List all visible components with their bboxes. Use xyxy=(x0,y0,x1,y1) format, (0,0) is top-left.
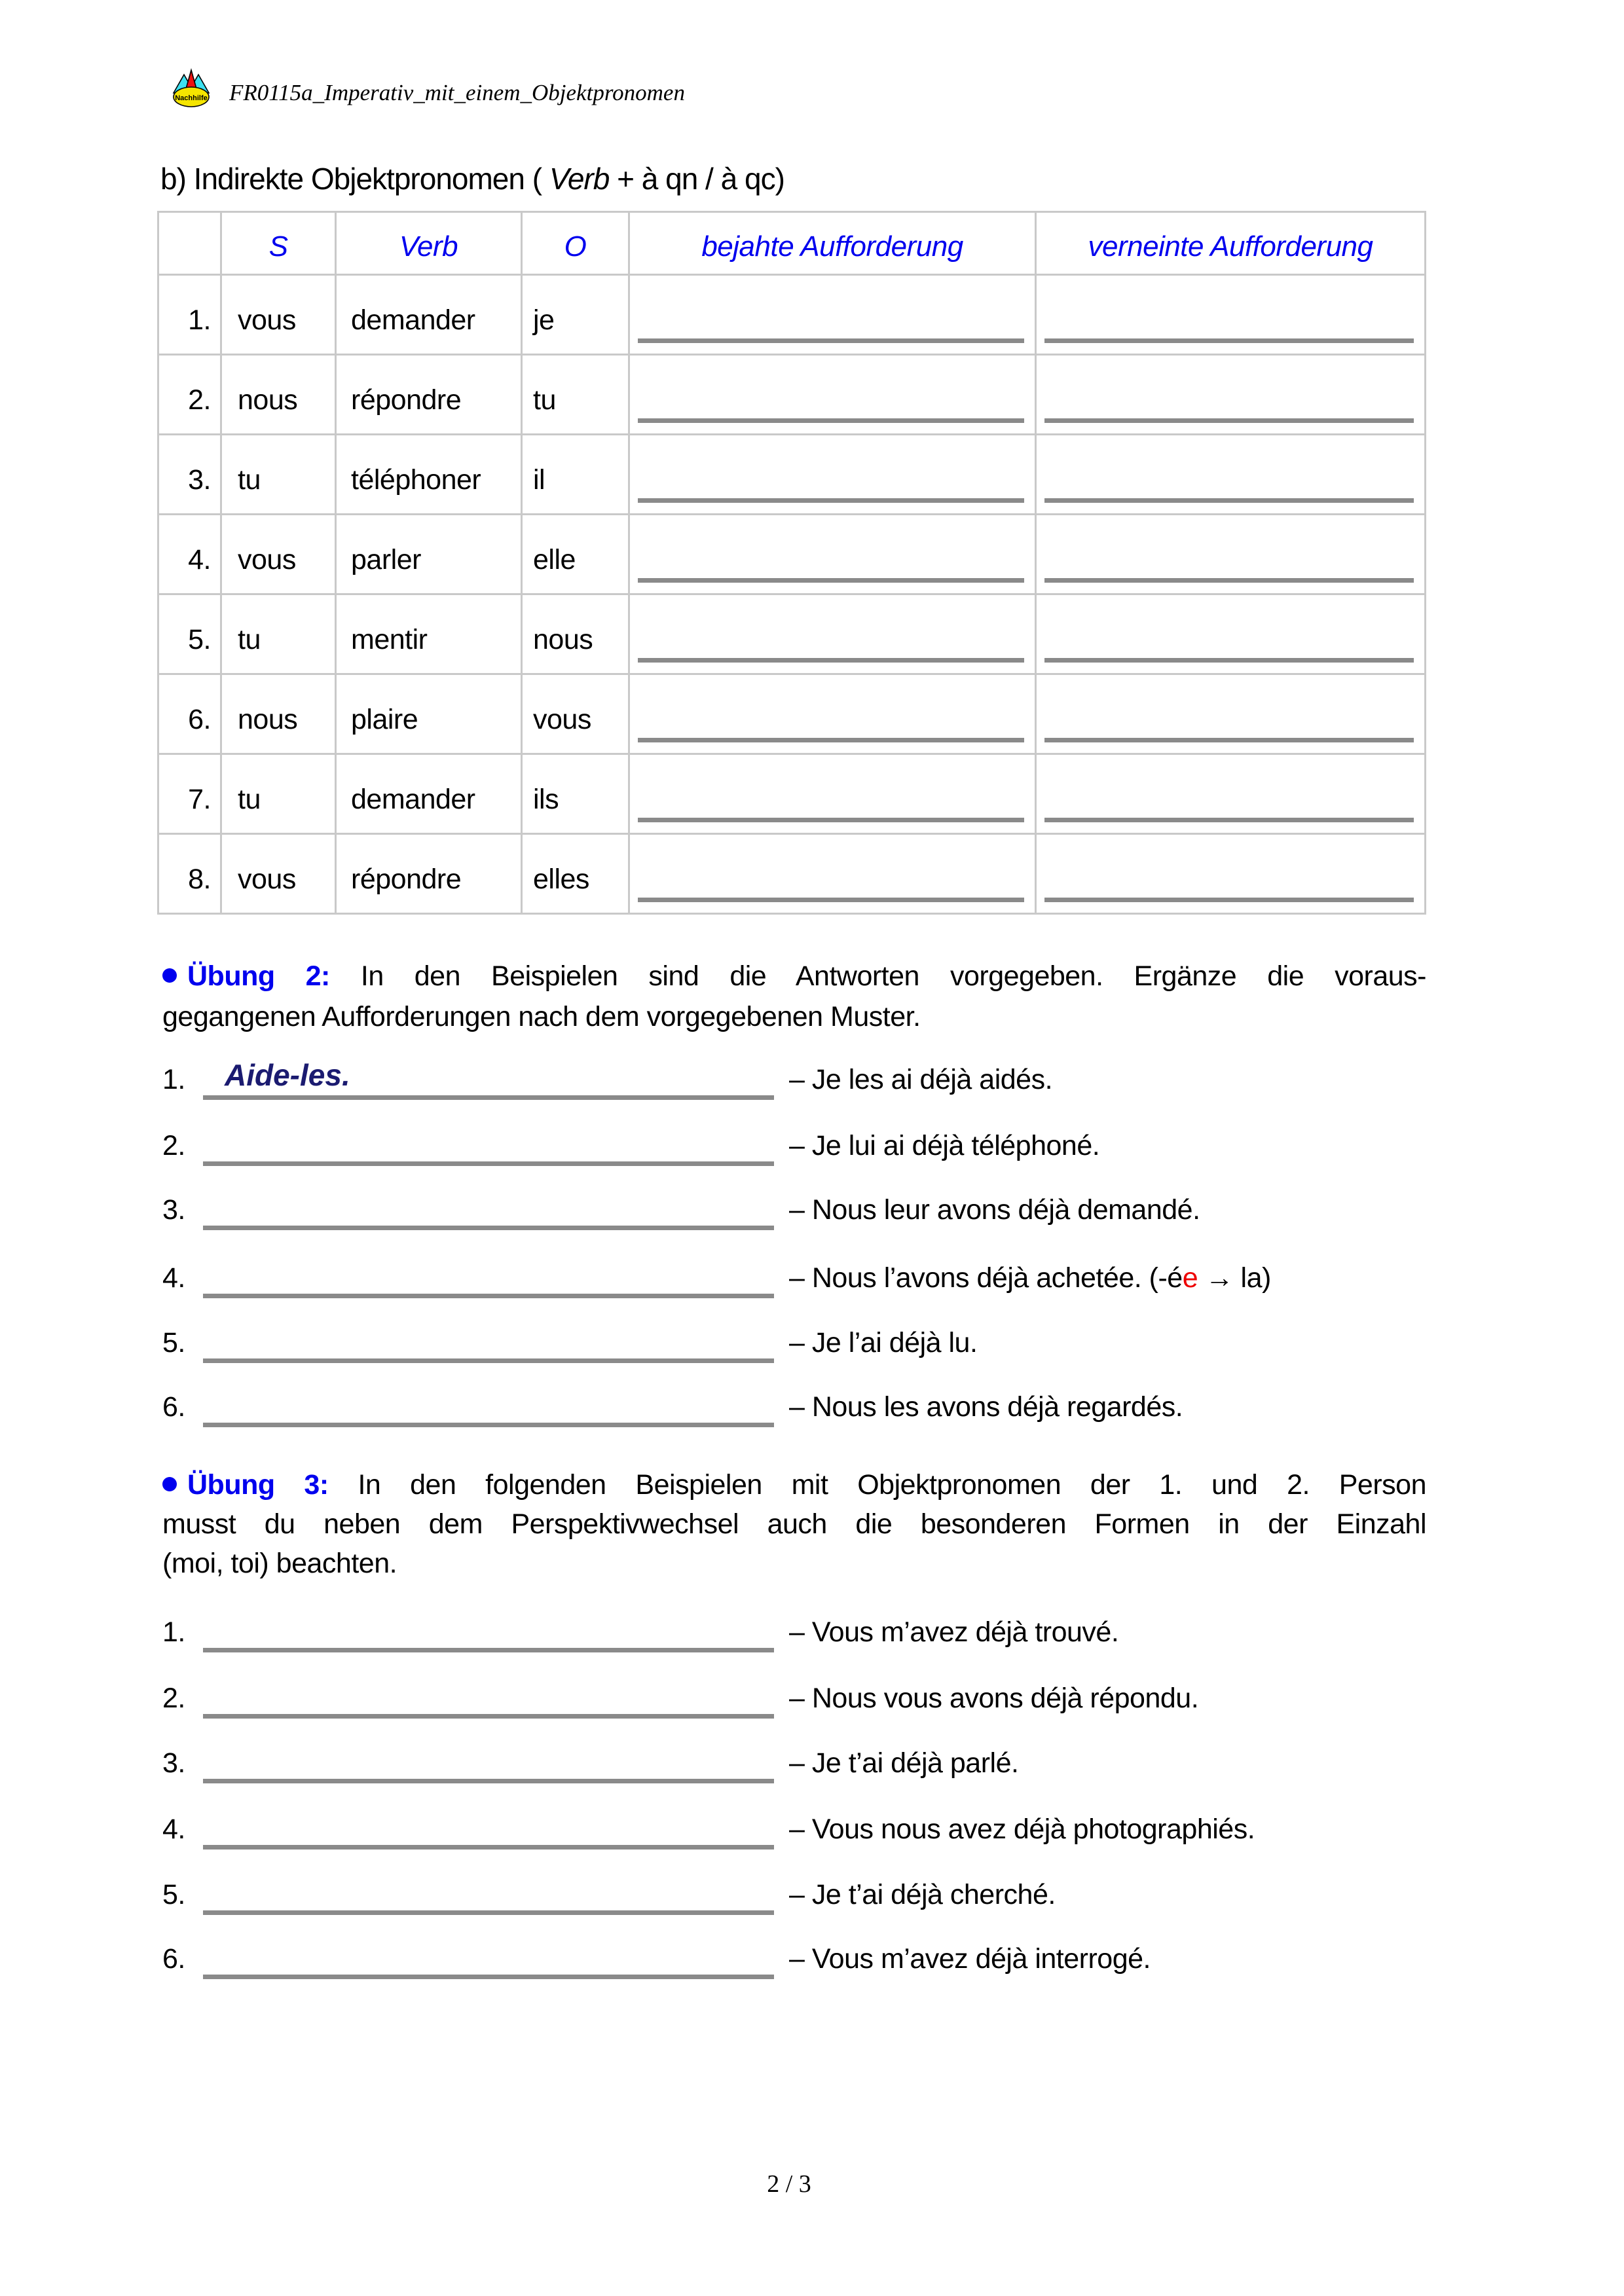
table-row xyxy=(158,355,1426,435)
logo-text: Nachhilfe xyxy=(175,94,208,102)
uebung2-item xyxy=(162,1058,1441,1100)
row-object: elles xyxy=(522,834,629,914)
section-b-suffix: + à qn / à qc) xyxy=(609,162,784,196)
answer-blank-line xyxy=(638,418,1024,423)
table-row xyxy=(158,594,1426,674)
verneinte-cell xyxy=(1036,674,1426,754)
bejahte-cell xyxy=(629,355,1036,435)
document-title: FR0115a_Imperativ_mit_einem_Objektpronomen xyxy=(229,80,685,105)
item-response: – Je lui ai déjà téléphoné. xyxy=(789,1130,1100,1161)
row-number: 7. xyxy=(158,754,221,834)
item-number: 2. xyxy=(162,1130,185,1161)
answer-blank-line xyxy=(638,898,1024,902)
answer-blank-line xyxy=(1044,338,1414,343)
answer-blank-line xyxy=(638,738,1024,742)
pronoun-table xyxy=(157,211,1426,915)
item-response: – Nous vous avons déjà répondu. xyxy=(789,1683,1199,1714)
row-number: 8. xyxy=(158,834,221,914)
row-subject: tu xyxy=(221,754,336,834)
row-subject: tu xyxy=(221,594,336,674)
section-b-prefix: b) Indirekte Objektpronomen ( xyxy=(160,162,549,196)
answer-blank-line xyxy=(638,658,1024,663)
answer-blank-line xyxy=(203,1714,774,1719)
answer-blank-line xyxy=(1044,898,1414,902)
item-number: 3. xyxy=(162,1747,185,1779)
item-response: – Je l’ai déjà lu. xyxy=(789,1327,978,1358)
section-b-verb: Verb xyxy=(549,162,610,196)
row-object: ils xyxy=(522,754,629,834)
answer-blank-line xyxy=(638,338,1024,343)
verneinte-cell xyxy=(1036,355,1426,435)
item-number: 6. xyxy=(162,1391,185,1423)
header-o: O xyxy=(522,212,629,275)
item-response: – Je les ai déjà aidés. xyxy=(789,1064,1053,1095)
row-number: 5. xyxy=(158,594,221,674)
answer-blank-line xyxy=(638,818,1024,822)
uebung3-text-line1: In den folgenden Beispielen mit Objektpronomen der 1. und 2. Person xyxy=(358,1469,1426,1501)
uebung3-item xyxy=(162,1878,1441,1915)
bejahte-cell xyxy=(629,834,1036,914)
verneinte-cell xyxy=(1036,754,1426,834)
uebung3-item xyxy=(162,1812,1441,1850)
item-response: – Vous m’avez déjà interrogé. xyxy=(789,1943,1151,1975)
item-number: 5. xyxy=(162,1879,185,1910)
row-subject: nous xyxy=(221,674,336,754)
answer-blank-line xyxy=(203,1226,774,1230)
row-number: 1. xyxy=(158,275,221,355)
row-verb: mentir xyxy=(336,594,522,674)
row-subject: vous xyxy=(221,834,336,914)
item-number: 4. xyxy=(162,1262,185,1294)
bejahte-cell xyxy=(629,435,1036,515)
uebung2-item xyxy=(162,1129,1441,1166)
row-subject: tu xyxy=(221,435,336,515)
item-number: 1. xyxy=(162,1616,185,1648)
row-object: tu xyxy=(522,355,629,435)
uebung2-text-line2: gegangenen Aufforderungen nach dem vorgegebenen Muster. xyxy=(162,1001,921,1032)
item-response xyxy=(789,1262,1271,1294)
row-number: 6. xyxy=(158,674,221,754)
answer-blank-line xyxy=(1044,578,1414,583)
row-object: elle xyxy=(522,515,629,594)
item-response: – Nous leur avons déjà demandé. xyxy=(789,1194,1200,1226)
row-object: il xyxy=(522,435,629,515)
row-verb: répondre xyxy=(336,355,522,435)
uebung3-item xyxy=(162,1681,1441,1719)
uebung3-text-line3: (moi, toi) beachten. xyxy=(162,1548,397,1579)
answer-blank-line xyxy=(203,1161,774,1166)
item-number: 4. xyxy=(162,1813,185,1845)
item-number: 1. xyxy=(162,1064,185,1095)
answer-blank-line xyxy=(1044,418,1414,423)
row-subject: vous xyxy=(221,275,336,355)
item-number: 6. xyxy=(162,1943,185,1975)
row-verb: répondre xyxy=(336,834,522,914)
row-number: 4. xyxy=(158,515,221,594)
verneinte-cell xyxy=(1036,594,1426,674)
item-number: 3. xyxy=(162,1194,185,1226)
uebung3-intro xyxy=(162,1465,1426,1583)
uebung3-text-line2: musst du neben dem Perspektivwechsel auch die besonderen Formen in der Einzahl xyxy=(162,1508,1426,1540)
answer-blank-line xyxy=(203,1095,774,1100)
response-pre: – Nous l’avons déjà achetée. (-é xyxy=(789,1262,1183,1294)
bejahte-cell xyxy=(629,674,1036,754)
uebung3-item xyxy=(162,1942,1441,1979)
answer-blank-line xyxy=(1044,658,1414,663)
uebung3-item xyxy=(162,1746,1441,1783)
answer-blank-line xyxy=(203,1423,774,1427)
uebung2-label: Übung 2: xyxy=(187,960,330,992)
row-verb: téléphoner xyxy=(336,435,522,515)
bejahte-cell xyxy=(629,515,1036,594)
uebung2-item xyxy=(162,1390,1441,1427)
uebung2-text-line1: In den Beispielen sind die Antworten vorgegeben. Ergänze die voraus- xyxy=(360,960,1426,992)
answer-blank-line xyxy=(203,1845,774,1850)
item-response: – Je t’ai déjà cherché. xyxy=(789,1879,1056,1910)
table-header-row xyxy=(158,212,1426,275)
uebung2-item xyxy=(162,1326,1441,1363)
answer-blank-line xyxy=(638,498,1024,503)
verneinte-cell xyxy=(1036,515,1426,594)
row-subject: nous xyxy=(221,355,336,435)
table-row xyxy=(158,754,1426,834)
answer-blank-line xyxy=(1044,738,1414,742)
uebung3-label: Übung 3: xyxy=(187,1469,329,1501)
answer-blank-line xyxy=(203,1910,774,1915)
item-response: – Vous nous avez déjà photographiés. xyxy=(789,1813,1255,1845)
header-bejahte: bejahte Aufforderung xyxy=(629,212,1036,275)
row-verb: plaire xyxy=(336,674,522,754)
bullet-icon xyxy=(162,968,177,983)
row-verb: demander xyxy=(336,275,522,355)
handwritten-answer: Aide-les. xyxy=(225,1058,350,1092)
header-s: S xyxy=(221,212,336,275)
table-row xyxy=(158,834,1426,914)
table-row xyxy=(158,674,1426,754)
table-row xyxy=(158,515,1426,594)
item-response: – Vous m’avez déjà trouvé. xyxy=(789,1616,1119,1648)
bejahte-cell xyxy=(629,275,1036,355)
uebung3-item xyxy=(162,1615,1441,1652)
answer-blank-line xyxy=(203,1975,774,1979)
item-number: 2. xyxy=(162,1683,185,1714)
verneinte-cell xyxy=(1036,834,1426,914)
bejahte-cell xyxy=(629,594,1036,674)
answer-blank-line xyxy=(203,1648,774,1652)
item-response: – Je t’ai déjà parlé. xyxy=(789,1747,1019,1779)
row-verb: parler xyxy=(336,515,522,594)
item-response: – Nous les avons déjà regardés. xyxy=(789,1391,1183,1423)
page-number: 2 / 3 xyxy=(767,2170,811,2198)
header-verb: Verb xyxy=(336,212,522,275)
response-red-letter: e xyxy=(1182,1262,1198,1294)
bullet-icon xyxy=(162,1477,177,1491)
item-number: 5. xyxy=(162,1327,185,1358)
row-subject: vous xyxy=(221,515,336,594)
response-post: → la) xyxy=(1198,1262,1271,1294)
uebung3-intro-line1 xyxy=(162,1465,1426,1504)
uebung2-item xyxy=(162,1193,1441,1230)
row-number: 2. xyxy=(158,355,221,435)
uebung2-intro xyxy=(162,956,1426,1037)
answer-blank-line xyxy=(203,1294,774,1298)
verneinte-cell xyxy=(1036,275,1426,355)
nachhilfe-mountain-logo xyxy=(172,68,211,109)
section-b-heading xyxy=(160,161,784,196)
row-verb: demander xyxy=(336,754,522,834)
bejahte-cell xyxy=(629,754,1036,834)
table-row xyxy=(158,435,1426,515)
row-number: 3. xyxy=(158,435,221,515)
header-empty xyxy=(158,212,221,275)
answer-blank-line xyxy=(203,1779,774,1783)
answer-blank-line xyxy=(638,578,1024,583)
header-verneinte: verneinte Aufforderung xyxy=(1036,212,1426,275)
row-object: je xyxy=(522,275,629,355)
verneinte-cell xyxy=(1036,435,1426,515)
row-object: nous xyxy=(522,594,629,674)
answer-blank-line xyxy=(203,1358,774,1363)
answer-blank-line xyxy=(1044,498,1414,503)
uebung2-intro-line1 xyxy=(162,956,1426,996)
uebung2-item xyxy=(162,1261,1441,1298)
answer-blank-line xyxy=(1044,818,1414,822)
table-row xyxy=(158,275,1426,355)
row-object: vous xyxy=(522,674,629,754)
